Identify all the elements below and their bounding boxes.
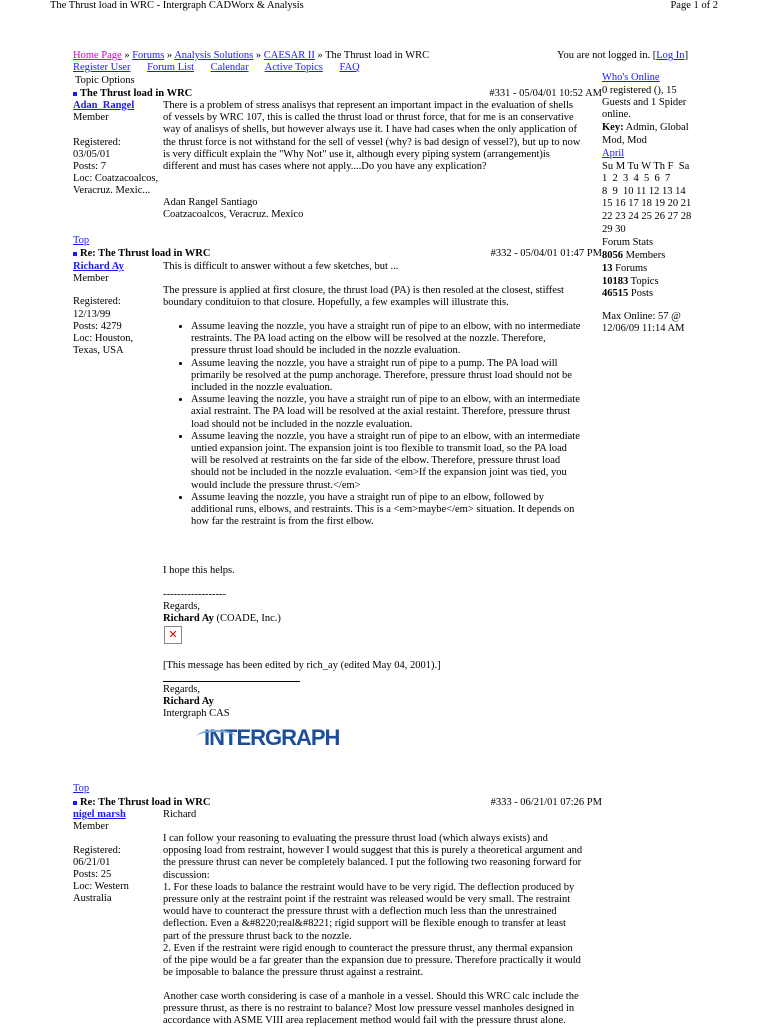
list-item <box>191 492 603 529</box>
calendar-row: 15 16 17 18 19 20 21 <box>602 198 692 209</box>
list-line: axial restraint. The PA load will be resolved at the axial restaint. Therefore, pressure thrust <box>191 406 571 418</box>
registered-date: 12/13/99 <box>73 309 111 320</box>
author-rank: Member <box>73 112 109 123</box>
author-location: Australia <box>73 893 112 904</box>
stat-topics <box>602 276 698 288</box>
post-title <box>73 797 210 809</box>
breadcrumb-caesar-link[interactable]: CAESAR II <box>263 50 315 61</box>
whos-online-link[interactable]: Who's Online <box>602 72 660 83</box>
breadcrumb-current: The Thrust load in WRC <box>325 50 430 61</box>
post-body <box>163 833 603 979</box>
signature-name: Richard Ay <box>163 613 214 624</box>
post-line: pressure only at the restraint point if the restraint was released would be very small. The restraint <box>163 894 571 906</box>
post-line: the thrust force is not withstand for the sell of vessel (why? is bad design of vessel?), but up to now <box>163 136 581 148</box>
post-line: the pressure thrust can never be completely balanced. I put the following two reasoning forward for <box>163 857 582 869</box>
calendar-row: 1 2 3 4 5 6 7 <box>602 173 671 184</box>
post-number: #332 - 05/04/01 01:47 PM <box>490 248 602 259</box>
breadcrumb-sep: » <box>124 50 130 61</box>
post-line: I can follow your reasoning to evaluating the pressure thrust load (which always exists) and <box>163 833 548 844</box>
post-line: opposing load from restraint, however I would suggest that this is purely a theoretical argument and <box>163 845 583 857</box>
list-line: • Assume leaving the nozzle, you have a straight run of pipe to a pump. The PA load will <box>191 357 558 369</box>
signature-name: Richard Ay <box>163 696 214 707</box>
post-line: would have to counteract the pressure thrust with a deflection much less than the unrestrained <box>163 906 557 918</box>
breadcrumb-sep: » <box>166 50 173 61</box>
signature-org: (COADE, Inc.) <box>213 613 281 624</box>
post-title-text: The Thrust load in WRC <box>80 88 193 99</box>
breadcrumb-sep: » <box>317 50 323 61</box>
example-list <box>163 321 603 528</box>
author-location: Veracruz. Mexic... <box>73 185 151 196</box>
post-line: be imposable to balance the pressure thrust against a restraint. <box>163 967 424 979</box>
author-post-count: Posts: 7 <box>73 161 106 172</box>
signature-name-line <box>163 613 600 625</box>
breadcrumb-analysis-link[interactable]: Analysis Solutions <box>174 50 254 61</box>
registered-label: Registered: <box>73 845 121 856</box>
signature-divider-line <box>163 681 300 682</box>
post-line: discussion: <box>163 869 210 881</box>
online-line-2: Guests and 1 Spider <box>602 97 687 108</box>
max-online-line-2: 12/06/09 11:14 AM <box>602 323 685 334</box>
stat-members-label: Members <box>623 250 666 261</box>
post-line: Another case worth considering is case of a manhole in a vessel. Should this WRC calc include the <box>163 991 579 1002</box>
post-paragraph <box>163 285 600 309</box>
topic-options-button[interactable]: Topic Options <box>75 75 135 86</box>
register-user-link[interactable]: Register User <box>73 62 131 73</box>
post-signature-line: Coatzacoalcos, Veracruz. Mexico <box>163 209 304 220</box>
post-line: of the pipe would be a far greater than the expansion due to pressure. Therefore practically it would <box>163 955 581 967</box>
post-author-link[interactable]: Adan_Rangel <box>73 100 135 111</box>
post-line: part of the pressure thrust back to the nozzle. <box>163 930 352 942</box>
page-indicator: Page 1 of 2 <box>670 0 718 11</box>
author-location: Loc: Houston, <box>73 333 134 344</box>
list-line: untied expansion joint. The expansion joint is too flexible to transmit load, so the PA load <box>191 443 567 455</box>
post-icon <box>73 252 77 256</box>
calendar-row: 29 30 <box>602 224 626 235</box>
author-location: Loc: Western <box>73 881 129 892</box>
post-line: way of analisys of shells, but however always use it. I have had cases when the only application of <box>163 124 578 136</box>
online-line-3: online. <box>602 109 631 120</box>
post-closing: I hope this helps. <box>163 565 235 576</box>
post-line: There is a problem of stress analisys that represent an important impact in the evaluation of shells <box>163 100 573 111</box>
author-post-count: Posts: 4279 <box>73 321 122 332</box>
list-line: additional runs, elbows, and restraints. This is a <em>maybe</em> situation. It depends on <box>191 504 575 516</box>
max-online-line-1: Max Online: 57 @ <box>602 311 681 322</box>
list-line: restraints. The PA load acting on the elbow will be resolved at the nozzle. Therefore, <box>191 333 546 345</box>
registered-label: Registered: <box>73 137 121 148</box>
login-link[interactable]: Log In <box>656 50 685 61</box>
post-author-link[interactable]: nigel marsh <box>73 809 126 820</box>
list-item <box>191 358 603 395</box>
post-body <box>163 100 600 173</box>
list-line: would include the pressure thrust.</em> <box>191 479 361 491</box>
calendar-row: 8 9 10 11 12 13 14 <box>602 186 686 197</box>
post-intro: This is difficult to answer without a few sketches, but ... <box>163 261 399 272</box>
forum-nav <box>73 62 374 74</box>
key-line-2: Mod, Mod <box>602 135 647 146</box>
edit-notice: [This message has been edited by rich_ay (edited May 04, 2001).] <box>163 660 441 671</box>
list-item <box>191 431 603 492</box>
list-line: load should not be included in the nozzle evaluation. <box>191 418 413 430</box>
post-line: is very difficult explain the "Why Not" use it, although every piping system (arrangement)is <box>163 148 550 160</box>
calendar-month-link[interactable]: April <box>602 148 625 159</box>
signature-org: Intergraph CAS <box>163 708 230 719</box>
list-line: primarily be resolved at the pump anchorage. Therefore, pressure thrust load should not be <box>191 369 572 381</box>
post-number: #333 - 06/21/01 07:26 PM <box>490 797 602 808</box>
logo-text: INTERGRAPH <box>204 725 340 750</box>
list-line: • Assume leaving the nozzle, you have a straight run of pipe to an elbow, with an intermediate <box>191 430 580 442</box>
forum-stats-heading: Forum Stats <box>602 237 654 248</box>
list-line: included in the nozzle evaluation. <box>191 382 333 394</box>
stat-posts-label: Posts <box>628 288 654 299</box>
stat-members-count: 8056 <box>602 250 623 261</box>
list-line: how far the restraint is from the first elbow. <box>191 516 374 528</box>
list-item <box>191 321 603 358</box>
stat-forums-count: 13 <box>602 263 613 274</box>
post-number: #331 - 05/04/01 10:52 AM <box>489 88 602 99</box>
post-title-text: Re: The Thrust load in WRC <box>80 248 211 259</box>
breadcrumb-home-link[interactable]: Home Page <box>73 50 122 61</box>
author-location: Loc: Coatzacoalcos, <box>73 173 159 184</box>
author-location: Texas, USA <box>73 345 124 356</box>
top-link[interactable]: Top <box>73 783 90 794</box>
stat-forums <box>602 263 698 275</box>
post-line: The pressure is applied at first closure, the thrust load (PA) is then resoled at the closest, stiffest <box>163 285 564 296</box>
broken-image-icon: ✕ <box>164 626 182 644</box>
registered-date: 03/05/01 <box>73 149 111 160</box>
stat-topics-label: Topics <box>628 276 659 287</box>
login-bracket: ] <box>684 50 689 61</box>
registered-label: Registered: <box>73 296 121 307</box>
breadcrumb <box>73 50 429 62</box>
calendar-header: Su M Tu W Th F Sa <box>602 161 690 172</box>
stat-posts <box>602 288 698 300</box>
list-line: will be resolved at restraints on the far side of the elbow. Therefore, pressure thrust load <box>191 455 561 467</box>
post-line: 1. For these loads to balance the restraint would have to be very rigid. The deflection produced by <box>163 881 575 893</box>
post-line: of vessels by WRC 107, this is called the thrust load or thrust force, that for me is an conservative <box>163 112 574 124</box>
active-topics-link[interactable]: Active Topics <box>264 62 323 73</box>
post-paragraph <box>163 991 603 1028</box>
list-item <box>191 394 603 431</box>
calendar-row: 22 23 24 25 26 27 28 <box>602 211 692 222</box>
calendar-link[interactable]: Calendar <box>210 62 249 73</box>
logo-swoosh <box>196 730 236 744</box>
breadcrumb-forums-link[interactable]: Forums <box>132 50 165 61</box>
stat-forums-label: Forums <box>612 263 648 274</box>
post-line: accordance with ASME VIII area replacement method would fail with the pressure thrust alone. <box>163 1015 566 1027</box>
signature-divider: ------------------ <box>163 589 226 600</box>
stat-posts-count: 46515 <box>602 288 629 299</box>
forum-list-link[interactable]: Forum List <box>147 62 195 73</box>
post-title <box>73 88 192 100</box>
post-author-link[interactable]: Richard Ay <box>73 261 124 272</box>
list-line: should not be included in the nozzle evaluation. <em>If the expansion joint was tied, you <box>191 467 567 479</box>
login-text: You are not logged in. [ <box>557 50 657 61</box>
registered-date: 06/21/01 <box>73 857 111 868</box>
key-values: Admin, Global <box>623 122 689 133</box>
list-line: • Assume leaving the nozzle, you have a straight run of pipe to an elbow, followed by <box>191 491 545 503</box>
post-line: pressure thrust, as there is no restraint to balance? Most low pressure vessel manholes designed in <box>163 1003 575 1015</box>
post-greeting: Richard <box>163 809 197 820</box>
page-title: The Thrust load in WRC - Intergraph CADWorx & Analysis <box>50 0 304 11</box>
post-icon <box>73 92 77 96</box>
login-status <box>557 50 688 62</box>
list-line: pressure thrust load should be included in the nozzle evaluation. <box>191 345 461 357</box>
stat-topics-count: 10183 <box>602 276 629 287</box>
breadcrumb-sep: » <box>255 50 262 61</box>
intergraph-logo <box>204 725 340 750</box>
post-line: different and must has cases where not apply....Do you have any explication? <box>163 161 487 173</box>
list-line: • Assume leaving the nozzle, you have a straight run of pipe to an elbow, with an intermediate <box>191 394 580 406</box>
post-title <box>73 248 210 260</box>
post-line: deflection. Even a &#8220;real&#8221; rigid support will be flexible enough to transfer at least <box>163 918 566 930</box>
post-signature-line: Adan Rangel Santiago <box>163 197 258 208</box>
post-title-text: Re: The Thrust load in WRC <box>80 797 211 808</box>
top-link[interactable]: Top <box>73 235 90 246</box>
signature-regards: Regards, <box>163 601 201 612</box>
online-line-1: 0 registered (), 15 <box>602 85 677 96</box>
key-label: Key: <box>602 122 624 133</box>
post-line: 2. Even if the restraint were rigid enough to counteract the pressure thrust, any thermal expansion <box>163 942 573 954</box>
post-line: boundary condituion to that closure. Hopefully, a few examples will illustrate this. <box>163 297 509 309</box>
stat-members <box>602 250 698 262</box>
author-rank: Member <box>73 273 109 284</box>
key-line-1 <box>602 122 698 134</box>
signature-regards: Regards, <box>163 684 201 695</box>
author-post-count: Posts: 25 <box>73 869 112 880</box>
print-header <box>0 0 768 14</box>
author-rank: Member <box>73 821 109 832</box>
faq-link[interactable]: FAQ <box>339 62 360 73</box>
post-icon <box>73 801 77 805</box>
list-line: • Assume leaving the nozzle, you have a straight run of pipe to an elbow, with no intermediate <box>191 321 581 332</box>
